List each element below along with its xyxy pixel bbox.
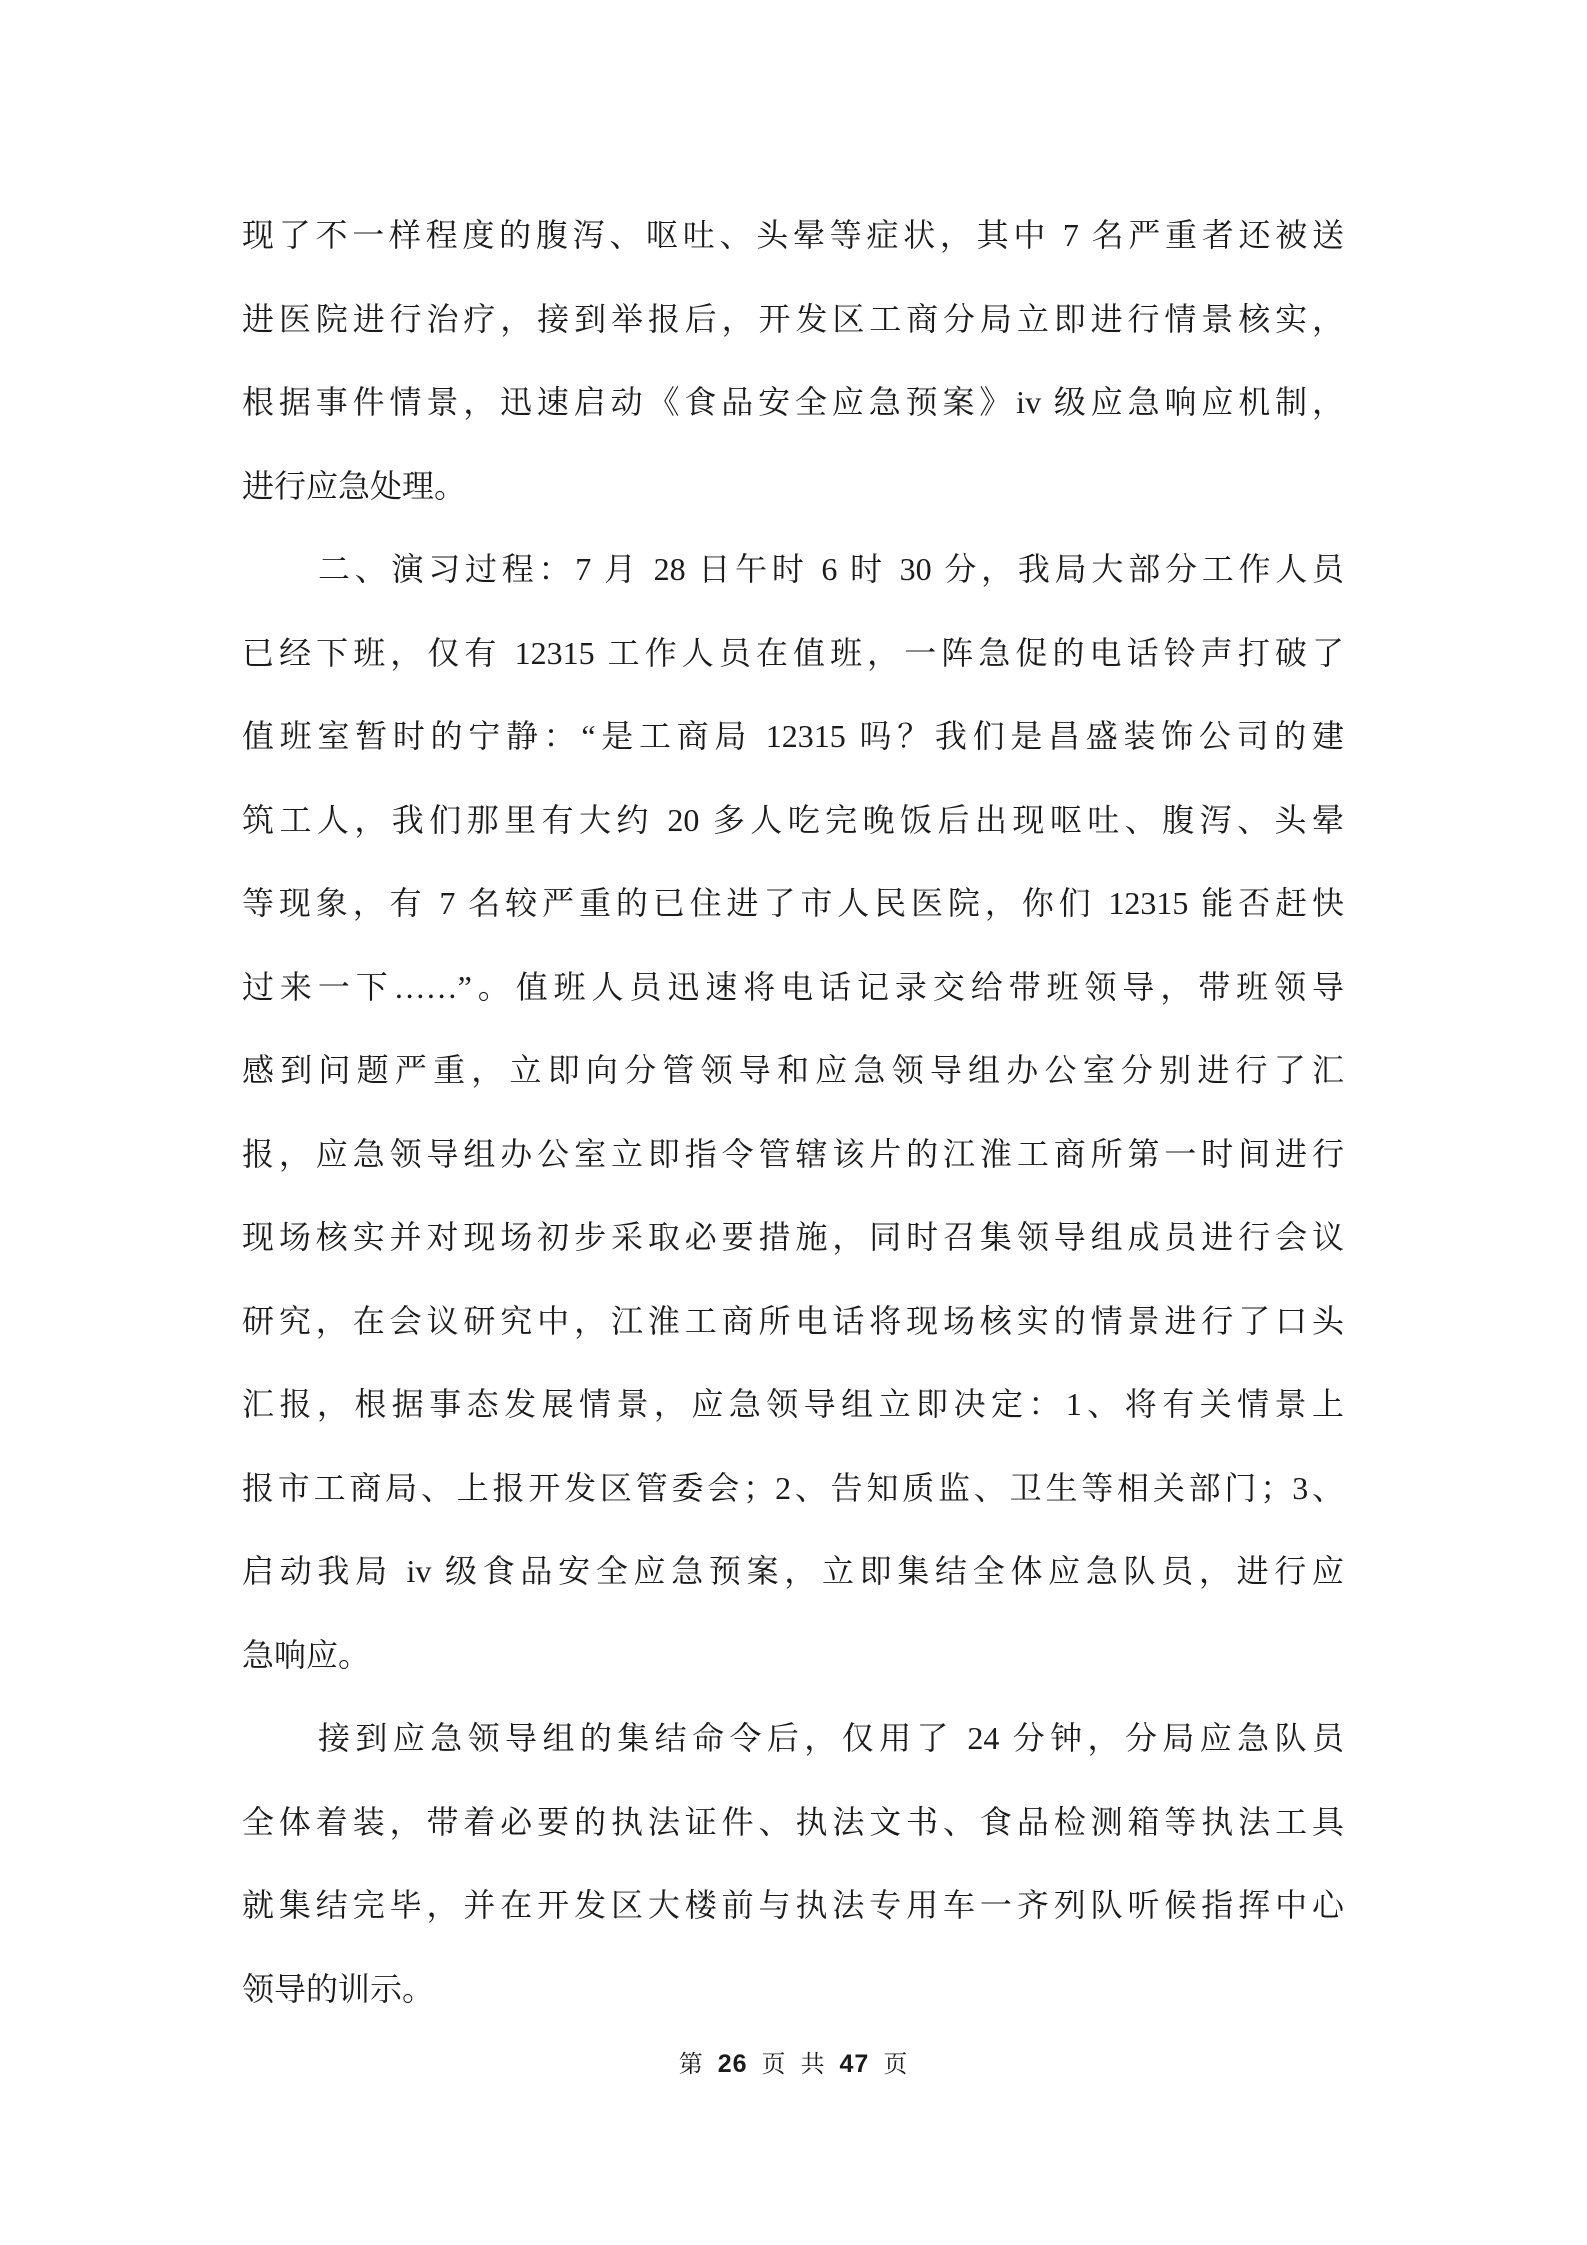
body-text-line-7: 值班室暂时的宁静：“是工商局 12315 吗？我们是昌盛装饰公司的建 (242, 718, 1344, 754)
body-text-line-17: 启动我局 iv 级食品安全应急预案，立即集结全体应急队员，进行应 (242, 1553, 1344, 1589)
body-text-line-6: 已经下班，仅有 12315 工作人员在值班，一阵急促的电话铃声打破了 (242, 634, 1344, 671)
footer-label-gong: 共 (800, 2052, 826, 2078)
body-text-line-15: 汇报，根据事态发展情景，应急领导组立即决定：1、将有关情景上 (242, 1386, 1344, 1422)
body-text-line-21: 就集结完毕，并在开发区大楼前与执法专用车一齐列队听候指挥中心 (242, 1887, 1344, 1923)
body-text-line-9: 等现象，有 7 名较严重的已住进了市人民医院，你们 12315 能否赶快 (242, 885, 1344, 921)
body-text-line-10: 过来一下……”。值班人员迅速将电话记录交给带班领导，带班领导 (242, 968, 1344, 1005)
body-text-line-11: 感到问题严重，立即向分管领导和应急领导组办公室分别进行了汇 (242, 1052, 1344, 1088)
document-body (242, 194, 1344, 2031)
footer-label-ye-1: 页 (761, 2052, 787, 2078)
footer-current-page-number: 26 (717, 2050, 748, 2078)
body-text-line-22: 领导的训示。 (242, 1970, 435, 2007)
body-text-line-20: 全体着装，带着必要的执法证件、执法文书、食品检测箱等执法工具 (242, 1803, 1344, 1840)
footer-total-pages-number: 47 (839, 2050, 870, 2078)
page-footer (0, 2044, 1587, 2079)
body-text-line-19: 接到应急领导组的集结命令后，仅用了 24 分钟，分局应急队员 (318, 1720, 1344, 1756)
body-text-line-12: 报，应急领导组办公室立即指令管辖该片的江淮工商所第一时间进行 (242, 1135, 1344, 1172)
body-text-line-4: 进行应急处理。 (242, 467, 467, 504)
footer-label-di: 第 (678, 2052, 704, 2078)
body-text-line-8: 筑工人，我们那里有大约 20 多人吃完晚饭后出现呕吐、腹泻、头晕 (242, 801, 1344, 838)
body-text-line-2: 进医院进行治疗，接到举报后，开发区工商分局立即进行情景核实， (242, 300, 1344, 337)
body-text-line-1: 现了不一样程度的腹泻、呕吐、头晕等症状，其中 7 名严重者还被送 (242, 217, 1344, 253)
body-text-line-13: 现场核实并对现场初步采取必要措施，同时召集领导组成员进行会议 (242, 1219, 1344, 1255)
body-text-line-3: 根据事件情景，迅速启动《食品安全应急预案》iv 级应急响应机制， (242, 384, 1344, 420)
body-text-line-16: 报市工商局、上报开发区管委会；2、告知质监、卫生等相关部门；3、 (242, 1469, 1344, 1506)
body-text-line-18: 急响应。 (242, 1636, 371, 1673)
body-text-line-5: 二、演习过程：7 月 28 日午时 6 时 30 分，我局大部分工作人员 (318, 551, 1344, 587)
body-text-line-14: 研究，在会议研究中，江淮工商所电话将现场核实的情景进行了口头 (242, 1302, 1344, 1339)
footer-label-ye-2: 页 (883, 2052, 909, 2078)
